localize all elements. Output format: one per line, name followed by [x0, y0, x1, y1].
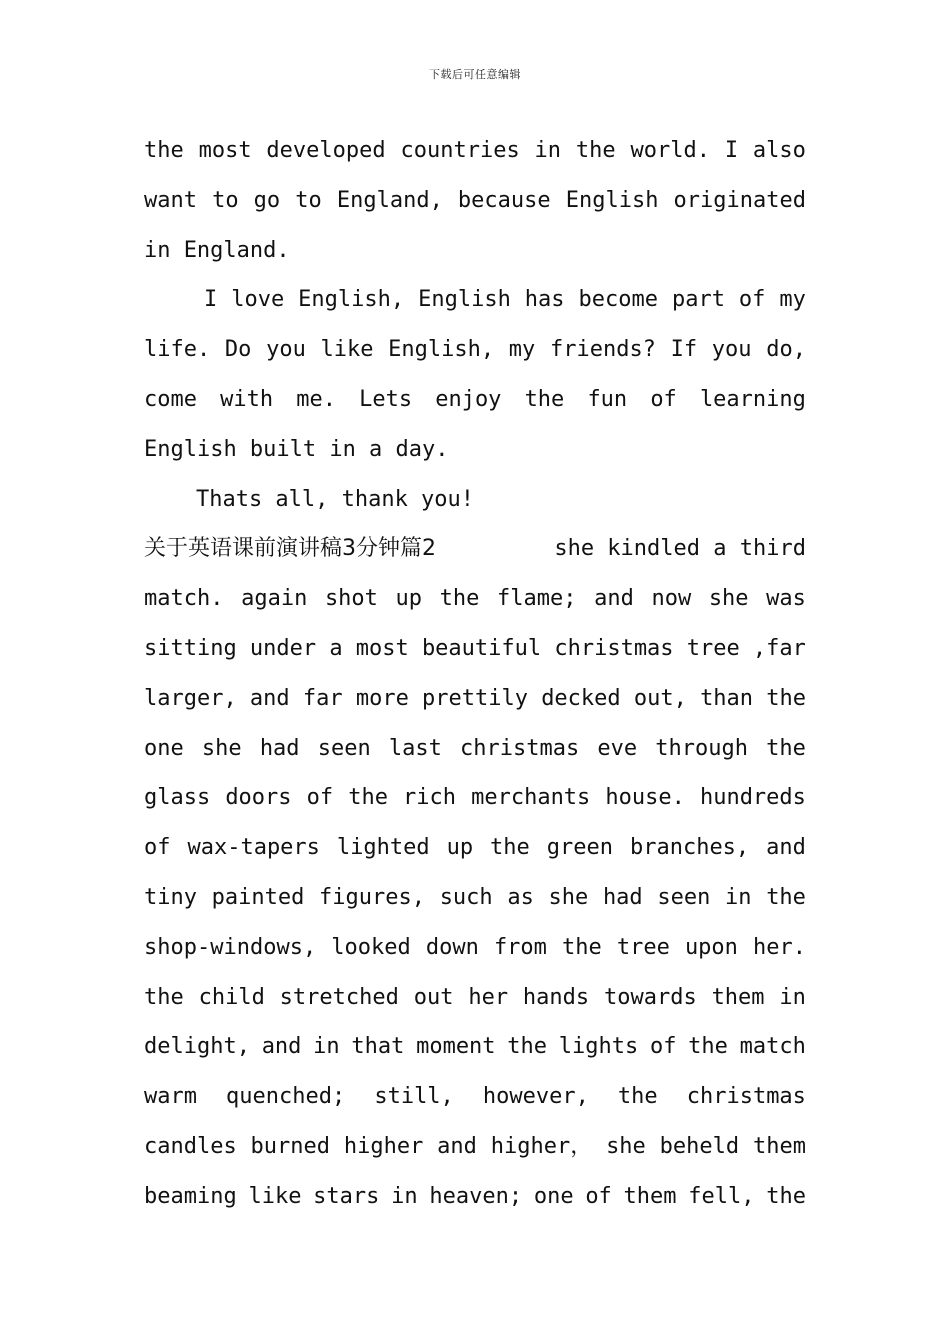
- word: thank: [341, 486, 408, 512]
- word: friends?: [549, 337, 656, 363]
- word: me.: [296, 386, 336, 412]
- word: in: [144, 237, 171, 263]
- word: match: [739, 1034, 806, 1060]
- section-heading-line: [144, 524, 806, 574]
- word: more: [355, 685, 409, 711]
- heading-line-text: she kindled a third: [554, 536, 806, 562]
- word: flame;: [497, 586, 577, 612]
- word: child: [198, 984, 265, 1010]
- word: a: [369, 436, 383, 462]
- word: English: [144, 436, 237, 462]
- word: to: [212, 187, 239, 213]
- word: and: [261, 1034, 302, 1060]
- word: my: [508, 337, 536, 363]
- word: down: [425, 934, 479, 960]
- text-line: [144, 425, 806, 475]
- word: tree: [616, 934, 670, 960]
- word: higher，: [490, 1133, 593, 1159]
- word: learning: [699, 386, 806, 412]
- word: in: [329, 436, 356, 462]
- word: under: [249, 635, 317, 661]
- text-line: [144, 873, 806, 923]
- word: her.: [753, 934, 806, 960]
- word: lighted: [336, 835, 430, 861]
- word: stars: [313, 1183, 380, 1209]
- word: larger,: [144, 685, 237, 711]
- text-line: [144, 923, 806, 973]
- text-line: [144, 1022, 806, 1072]
- text-line: [144, 1072, 806, 1122]
- text-line: [144, 475, 806, 525]
- word: than: [700, 685, 754, 711]
- word: as: [507, 884, 534, 910]
- word: of: [650, 386, 677, 412]
- text-line: [144, 1122, 806, 1172]
- word: English,: [388, 337, 495, 363]
- word: my: [779, 287, 806, 313]
- word: fun: [587, 386, 628, 412]
- word: originated: [673, 187, 806, 213]
- text-line: [144, 724, 806, 774]
- word: the: [507, 1034, 548, 1060]
- word: match.: [144, 586, 224, 612]
- word: one: [533, 1183, 574, 1209]
- word: love: [231, 287, 285, 313]
- word: such: [439, 884, 493, 910]
- word: them: [711, 984, 765, 1010]
- word: christmas: [460, 735, 580, 761]
- word: merchants: [471, 785, 591, 811]
- word: sitting: [144, 635, 237, 661]
- word: the: [766, 685, 806, 711]
- word: up: [446, 835, 474, 861]
- word: upon: [684, 934, 738, 960]
- word: out: [413, 984, 454, 1010]
- text-line: [144, 226, 806, 276]
- word: become: [578, 287, 658, 313]
- word: the: [766, 735, 806, 761]
- word: Lets: [359, 386, 413, 412]
- word: of: [585, 1183, 612, 1209]
- word: hundreds: [699, 785, 806, 811]
- word: she: [548, 884, 589, 910]
- word: out,: [633, 685, 687, 711]
- word: in: [725, 884, 752, 910]
- word: candles: [144, 1133, 237, 1159]
- word: most: [355, 635, 409, 661]
- section-heading: 关于英语课前演讲稿3分钟篇2: [144, 536, 436, 562]
- text-line: [144, 773, 806, 823]
- word: countries: [400, 138, 520, 163]
- word: in: [313, 1034, 340, 1060]
- word: the: [144, 984, 184, 1010]
- word: I: [724, 138, 739, 163]
- page-header-note: 下载后可任意编辑: [429, 68, 521, 81]
- word: I: [204, 287, 218, 313]
- word: in: [779, 984, 806, 1010]
- word: however,: [482, 1084, 589, 1110]
- word: one: [144, 735, 184, 761]
- word: the: [766, 884, 806, 910]
- word: the: [562, 934, 602, 960]
- word: like: [320, 337, 374, 363]
- word: wax-tapers: [187, 835, 320, 861]
- word: If: [670, 337, 698, 363]
- word: to: [295, 187, 322, 213]
- word: lights: [558, 1034, 639, 1060]
- word: has: [524, 287, 565, 313]
- word: higher: [343, 1133, 424, 1159]
- word: English,: [298, 287, 405, 313]
- word: and: [766, 835, 806, 861]
- word: built: [249, 436, 317, 462]
- word: looked: [331, 934, 411, 960]
- text-line: [144, 126, 806, 176]
- word: in: [391, 1183, 418, 1209]
- word: of: [144, 835, 171, 861]
- text-line: [144, 973, 806, 1023]
- word: glass: [144, 785, 211, 811]
- word: rich: [403, 785, 457, 811]
- text-line: [144, 176, 806, 226]
- word: she: [708, 586, 749, 612]
- text-line: [144, 624, 806, 674]
- word: Thats: [196, 486, 263, 512]
- word: far: [302, 685, 343, 711]
- word: of: [306, 785, 334, 811]
- word: English: [565, 187, 659, 213]
- text-line: [144, 674, 806, 724]
- word: her: [468, 984, 509, 1010]
- word: go: [253, 187, 281, 213]
- word: was: [766, 586, 806, 612]
- word: christmas: [686, 1084, 806, 1110]
- word: also: [752, 138, 806, 163]
- word: green: [546, 835, 613, 861]
- word: again: [241, 586, 308, 612]
- word: you: [711, 337, 752, 363]
- word: and: [437, 1133, 477, 1159]
- word: enjoy: [435, 386, 502, 412]
- word: Do: [224, 337, 252, 363]
- text-line: [144, 375, 806, 425]
- word: part: [671, 287, 725, 313]
- word: doors: [225, 785, 292, 811]
- word: moment: [416, 1034, 496, 1060]
- word: want: [144, 187, 197, 213]
- word: last: [388, 735, 442, 761]
- word: a: [329, 635, 343, 661]
- word: ,far: [752, 635, 806, 661]
- word: the: [439, 586, 480, 612]
- word: burned: [250, 1133, 331, 1159]
- word: she: [201, 735, 242, 761]
- word: heaven;: [429, 1183, 523, 1209]
- word: the: [524, 386, 565, 412]
- word: the: [766, 1183, 806, 1209]
- word: through: [655, 735, 748, 761]
- word: all,: [275, 486, 329, 512]
- word: the: [575, 138, 616, 163]
- word: figures,: [319, 884, 426, 910]
- word: life.: [144, 337, 211, 363]
- word: the: [688, 1034, 728, 1060]
- word: warm: [144, 1084, 197, 1110]
- word: world.: [630, 138, 710, 163]
- word: because: [457, 187, 551, 213]
- word: decked: [541, 685, 621, 711]
- word: shop-windows,: [144, 934, 317, 960]
- word: beheld: [659, 1133, 740, 1159]
- word: of: [649, 1034, 677, 1060]
- word: towards: [604, 984, 697, 1010]
- text-line: [144, 823, 806, 873]
- word: seen: [317, 735, 371, 761]
- word: tree: [686, 635, 740, 661]
- text-line: [144, 1172, 806, 1222]
- word: from: [493, 934, 547, 960]
- word: painted: [211, 884, 305, 910]
- word: day.: [395, 436, 449, 462]
- word: the: [348, 785, 388, 811]
- word: of: [738, 287, 766, 313]
- text-line: [144, 574, 806, 624]
- word: tiny: [144, 884, 197, 910]
- word: in: [534, 138, 562, 163]
- word: most: [198, 138, 252, 163]
- word: them: [752, 1133, 806, 1159]
- word: the: [617, 1084, 658, 1110]
- word: you: [266, 337, 306, 363]
- word: quenched;: [226, 1084, 346, 1110]
- word: beautiful: [421, 635, 542, 661]
- text-line: [144, 275, 806, 325]
- word: English: [418, 287, 511, 313]
- word: like: [248, 1183, 302, 1209]
- word: stretched: [279, 984, 399, 1010]
- word: and: [249, 685, 290, 711]
- text-line: [144, 325, 806, 375]
- word: that: [351, 1034, 405, 1060]
- word: had: [259, 735, 300, 761]
- word: them: [623, 1183, 677, 1209]
- word: eve: [597, 735, 638, 761]
- word: seen: [657, 884, 711, 910]
- word: had: [602, 884, 643, 910]
- document-body: [144, 126, 806, 1222]
- word: the: [144, 138, 184, 163]
- word: christmas: [554, 635, 674, 661]
- word: England.: [183, 237, 290, 263]
- word: now: [651, 586, 692, 612]
- word: fell,: [688, 1183, 755, 1209]
- word: beaming: [144, 1183, 237, 1209]
- word: England,: [336, 187, 443, 213]
- word: shot: [324, 586, 378, 612]
- word: prettily: [422, 685, 528, 711]
- word: you!: [421, 486, 474, 512]
- word: do,: [766, 337, 806, 363]
- word: and: [594, 586, 634, 612]
- word: the: [490, 835, 530, 861]
- word: branches,: [629, 835, 750, 861]
- word: come: [144, 386, 197, 412]
- word: she: [606, 1133, 646, 1159]
- word: up: [395, 586, 423, 612]
- word: developed: [266, 138, 386, 163]
- word: hands: [522, 984, 590, 1010]
- word: still,: [374, 1084, 454, 1110]
- word: house.: [605, 785, 685, 811]
- word: delight,: [144, 1034, 250, 1060]
- word: with: [220, 386, 274, 412]
